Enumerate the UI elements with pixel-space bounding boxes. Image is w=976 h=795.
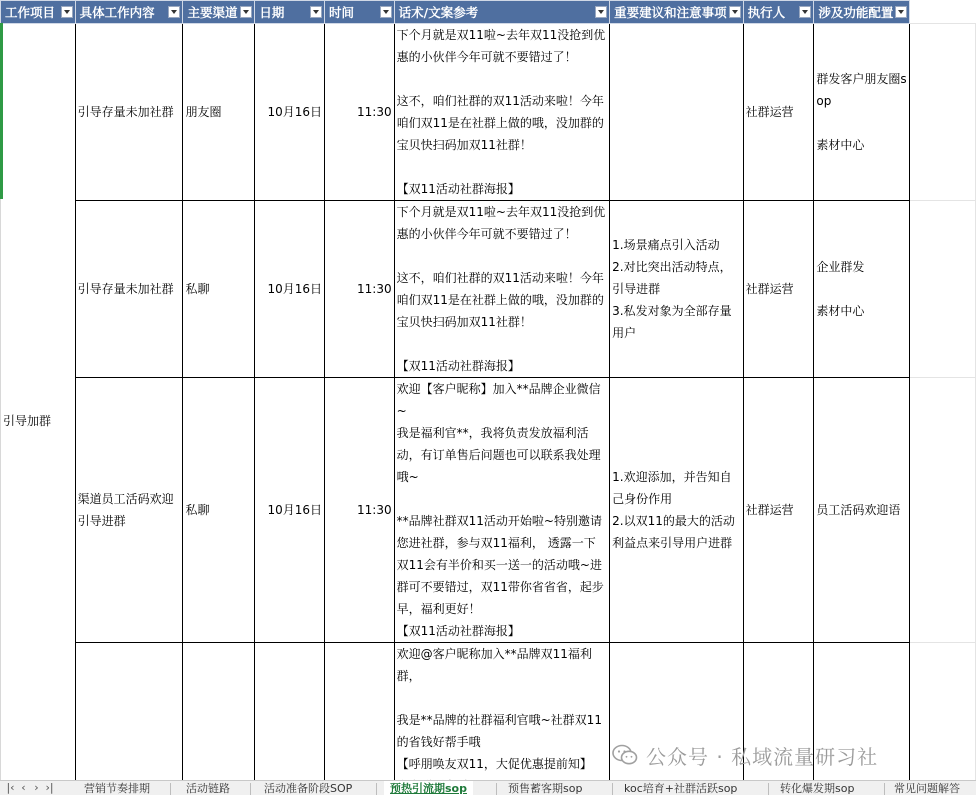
header-script[interactable]: 话术/文案参考 — [394, 1, 610, 24]
header-content[interactable]: 具体工作内容 — [75, 1, 183, 24]
cell-features[interactable]: 企业群发 素材中心 — [814, 201, 910, 378]
next-sheet-icon[interactable]: › — [34, 781, 39, 794]
header-date[interactable]: 日期 — [255, 1, 325, 24]
tab-divider — [170, 783, 171, 795]
sheet-tab[interactable]: 活动准备阶段SOP — [264, 782, 353, 795]
filter-dropdown-icon[interactable] — [729, 6, 741, 18]
sheet-tab[interactable]: 营销节奏排期 — [84, 782, 150, 795]
filter-dropdown-icon[interactable] — [61, 6, 73, 18]
last-sheet-icon[interactable]: ›| — [45, 781, 54, 794]
header-channel[interactable]: 主要渠道 — [183, 1, 255, 24]
cell-executor[interactable]: 社群运营 — [743, 378, 814, 643]
cell-date[interactable]: 10月16日 — [255, 378, 325, 643]
header-time[interactable]: 时间 — [324, 1, 394, 24]
cell-channel[interactable]: 私聊 — [183, 201, 255, 378]
cell-content[interactable]: 渠道员工活码欢迎引导进群 — [75, 378, 183, 643]
header-empty[interactable] — [910, 1, 976, 24]
cell-script[interactable]: 欢迎@客户昵称加入**品牌双11福利群， 我是**品牌的社群福利官哦~社群双11的省钱好帮手哦 【呼朋唤友双11，大促优惠提前知】 — [394, 643, 610, 781]
table-row — [1, 201, 976, 378]
cell-date[interactable]: 10月16日 — [255, 201, 325, 378]
cell-channel[interactable]: 朋友圈 — [183, 24, 255, 201]
tab-divider — [612, 783, 613, 795]
cell-script[interactable]: 下个月就是双11啦~去年双11没抢到优惠的小伙伴今年可就不要错过了！ 这不，咱们社群的双11活动来啦！今年咱们双11是在社群上做的哦，没加群的宝贝快扫码加双11社群！ 【双11活动社群海报】 — [394, 201, 610, 378]
filter-dropdown-icon[interactable] — [895, 6, 907, 18]
sheet-tab[interactable]: koc培育+社群活跃sop — [624, 782, 738, 795]
filter-dropdown-icon[interactable] — [799, 6, 811, 18]
first-sheet-icon[interactable]: |‹ — [6, 781, 15, 794]
header-advice[interactable]: 重要建议和注意事项 — [610, 1, 744, 24]
tab-divider — [884, 783, 885, 795]
tab-divider — [768, 783, 769, 795]
header-executor[interactable]: 执行人 — [743, 1, 814, 24]
cell-content[interactable]: 引导存量未加社群 — [75, 24, 183, 201]
cell-date[interactable] — [255, 643, 325, 781]
cell-executor[interactable]: 社群运营 — [743, 24, 814, 201]
sheet-tab[interactable]: 活动链路 — [186, 782, 230, 795]
cell-empty[interactable] — [910, 24, 976, 201]
tab-divider — [496, 783, 497, 795]
filter-dropdown-icon[interactable] — [240, 6, 252, 18]
cell-empty[interactable] — [910, 643, 976, 781]
sheet-tab-active[interactable]: 预热引流期sop — [384, 781, 473, 795]
cell-empty[interactable] — [910, 378, 976, 643]
filter-dropdown-icon[interactable] — [595, 6, 607, 18]
cell-empty[interactable] — [910, 201, 976, 378]
sheet-tab[interactable]: 预售蓄客期sop — [508, 782, 583, 795]
cell-features[interactable]: 员工活码欢迎语 — [814, 378, 910, 643]
cell-executor[interactable]: 社群运营 — [743, 201, 814, 378]
watermark-text: 公众号 · 私域流量研习社 — [646, 744, 879, 769]
active-cell-indicator — [0, 23, 3, 199]
table-row — [1, 24, 976, 201]
tab-divider — [376, 783, 377, 795]
sheet-nav-buttons — [4, 781, 56, 795]
cell-features[interactable]: 群发客户朋友圈sop 素材中心 — [814, 24, 910, 201]
header-row — [1, 1, 976, 24]
table-row — [1, 378, 976, 643]
prev-sheet-icon[interactable]: ‹ — [21, 781, 26, 794]
cell-date[interactable]: 10月16日 — [255, 24, 325, 201]
cell-time[interactable]: 11:30 — [324, 24, 394, 201]
cell-channel[interactable] — [183, 643, 255, 781]
cell-advice[interactable] — [610, 24, 744, 201]
cell-advice[interactable]: 1.场景痛点引入活动 2.对比突出活动特点，引导进群 3.私发对象为全部存量用户 — [610, 201, 744, 378]
cell-time[interactable]: 11:30 — [324, 201, 394, 378]
cell-time[interactable] — [324, 643, 394, 781]
cell-script[interactable]: 下个月就是双11啦~去年双11没抢到优惠的小伙伴今年可就不要错过了！ 这不，咱们社群的双11活动来啦！今年咱们双11是在社群上做的哦，没加群的宝贝快扫码加双11社群！ 【双11活动社群海报】 — [394, 24, 610, 201]
cell-advice[interactable]: 1.欢迎添加，并告知自己身份作用 2.以双11的最大的活动利益点来引导用户进群 — [610, 378, 744, 643]
cell-content[interactable] — [75, 643, 183, 781]
header-project[interactable]: 工作项目 — [1, 1, 76, 24]
cell-script[interactable]: 欢迎【客户昵称】加入**品牌企业微信~ 我是福利官**，我将负责发放福利活动，有订单售后问题也可以联系我处理哦~ **品牌社群双11活动开始啦~特别邀请您进社群，参与双11福利， 透露一下双11会有半价和买一送一的活动哦~进群可不要错过，双11带你省省省，起步早，福利更好！ 【双11活动社群海报】 — [394, 378, 610, 643]
tab-divider — [250, 783, 251, 795]
cell-time[interactable]: 11:30 — [324, 378, 394, 643]
watermark — [612, 740, 878, 770]
filter-dropdown-icon[interactable] — [310, 6, 322, 18]
sheet-tab[interactable]: 转化爆发期sop — [780, 782, 855, 795]
sheet-tab[interactable]: 常见问题解答 — [894, 782, 960, 795]
wechat-icon — [612, 744, 638, 766]
cell-content[interactable]: 引导存量未加社群 — [75, 201, 183, 378]
sheet-tab-bar — [0, 780, 976, 795]
header-features[interactable]: 涉及功能配置 — [814, 1, 910, 24]
filter-dropdown-icon[interactable] — [168, 6, 180, 18]
cell-channel[interactable]: 私聊 — [183, 378, 255, 643]
filter-dropdown-icon[interactable] — [380, 6, 392, 18]
cell-project[interactable]: 引导加群 — [1, 24, 76, 781]
